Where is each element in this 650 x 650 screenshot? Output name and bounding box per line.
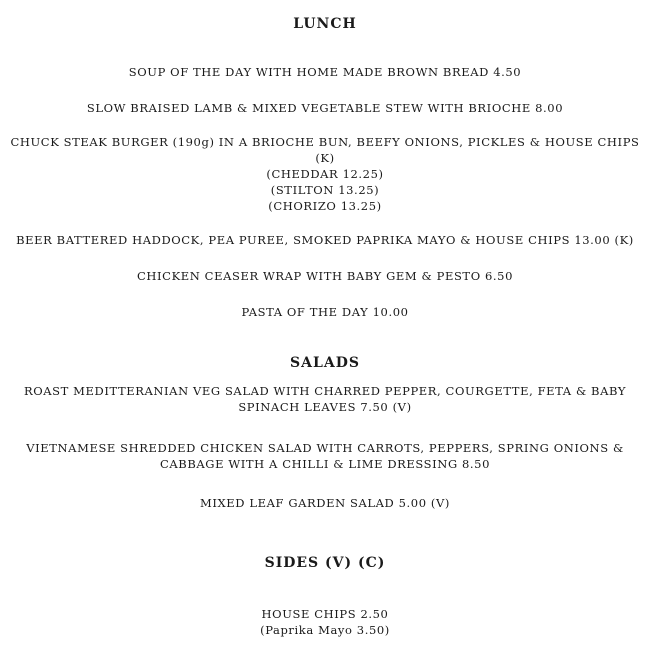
lunch-item-burger-line2: (K) <box>315 151 335 165</box>
salad-item-mixed-leaf: MIXED LEAF GARDEN SALAD 5.00 (V) <box>200 496 450 510</box>
side-item-paprika-mayo: (Paprika Mayo 3.50) <box>260 623 390 637</box>
salad-item-vietnamese-line1: VIETNAMESE SHREDDED CHICKEN SALAD WITH CARROTS, PEPPERS, SPRING ONIONS & <box>26 441 624 455</box>
salads-heading: SALADS <box>290 355 360 371</box>
lunch-item-burger-cheddar: (CHEDDAR 12.25) <box>266 167 384 181</box>
lunch-heading: LUNCH <box>293 16 357 32</box>
salad-item-vietnamese-line2: CABBAGE WITH A CHILLI & LIME DRESSING 8.50 <box>159 457 491 471</box>
lunch-item-lamb: SLOW BRAISED LAMB & MIXED VEGETABLE STEW WITH BRIOCHE 8.00 <box>86 101 564 115</box>
lunch-item-burger-stilton: (STILTON 13.25) <box>270 183 380 197</box>
side-item-house-chips: HOUSE CHIPS 2.50 <box>261 607 389 621</box>
lunch-item-burger-chorizo: (CHORIZO 13.25) <box>268 199 382 213</box>
lunch-item-haddock: BEER BATTERED HADDOCK, PEA PUREE, SMOKED PAPRIKA MAYO & HOUSE CHIPS 13.00 (K) <box>16 233 634 247</box>
lunch-item-soup: SOUP OF THE DAY WITH HOME MADE BROWN BREAD 4.50 <box>128 65 522 79</box>
lunch-item-burger-line1: CHUCK STEAK BURGER (190g) IN A BRIOCHE BUN, BEEFY ONIONS, PICKLES & HOUSE CHIPS <box>10 135 640 149</box>
lunch-item-wrap: CHICKEN CEASER WRAP WITH BABY GEM & PESTO 6.50 <box>137 269 513 283</box>
lunch-item-pasta: PASTA OF THE DAY 10.00 <box>241 305 409 319</box>
salad-item-roast-veg-line2: SPINACH LEAVES 7.50 (V) <box>238 400 412 414</box>
salad-item-roast-veg-line1: ROAST MEDITTERANIAN VEG SALAD WITH CHARRED PEPPER, COURGETTE, FETA & BABY <box>23 384 627 398</box>
sides-heading: SIDES (V) (C) <box>264 555 386 571</box>
